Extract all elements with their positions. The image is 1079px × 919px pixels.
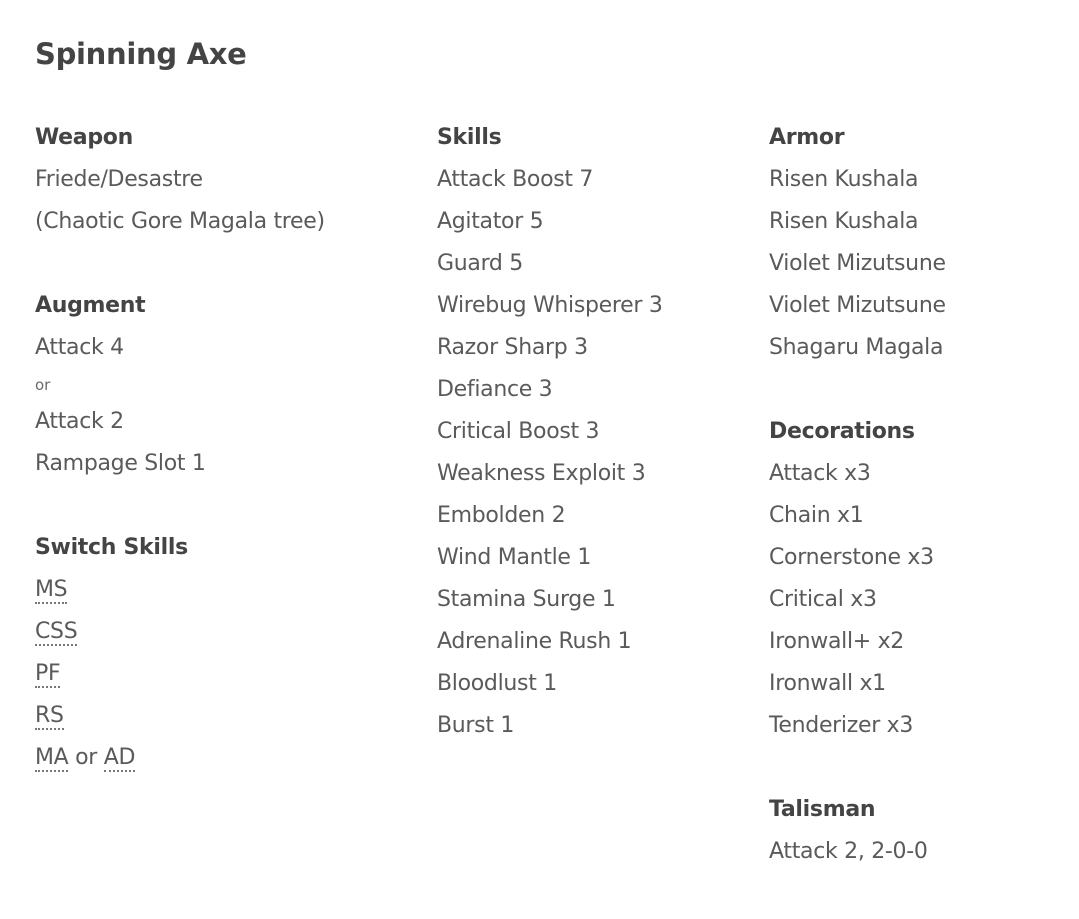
weapon-heading: Weapon <box>35 125 133 150</box>
armor-item: Violet Mizutsune <box>769 293 946 318</box>
switch-skill-item <box>35 737 415 779</box>
switch-skill-abbr-rs[interactable]: RS <box>35 703 64 728</box>
switch-skill-abbr-ma[interactable]: MA <box>35 745 69 770</box>
augment-or-text: or <box>35 376 51 394</box>
augment-heading: Augment <box>35 293 146 318</box>
skill-item: Guard 5 <box>437 251 523 276</box>
decoration-item: Attack x3 <box>769 461 871 486</box>
armor-item: Risen Kushala <box>769 209 919 234</box>
spacer <box>35 243 415 285</box>
weapon-tree: (Chaotic Gore Magala tree) <box>35 209 325 234</box>
skill-item: Weakness Exploit 3 <box>437 461 646 486</box>
decorations-heading: Decorations <box>769 419 915 444</box>
augment-option-2: Attack 2 <box>35 409 124 434</box>
decoration-item: Tenderizer x3 <box>769 713 914 738</box>
switch-skills-heading: Switch Skills <box>35 535 188 560</box>
switch-skill-abbr-pf[interactable]: PF <box>35 661 61 686</box>
skill-item: Attack Boost 7 <box>437 167 594 192</box>
skill-item: Agitator 5 <box>437 209 544 234</box>
spacer <box>769 747 1069 789</box>
armor-item: Violet Mizutsune <box>769 251 946 276</box>
skill-item: Defiance 3 <box>437 377 553 402</box>
switch-skill-or-text: or <box>68 745 104 770</box>
talisman-value: Attack 2, 2-0-0 <box>769 839 928 864</box>
spacer <box>35 485 415 527</box>
page-title: Spinning Axe <box>35 37 247 71</box>
skill-item: Wirebug Whisperer 3 <box>437 293 663 318</box>
armor-item: Risen Kushala <box>769 167 919 192</box>
switch-skill-abbr-ad[interactable]: AD <box>103 745 136 770</box>
weapon-name: Friede/Desastre <box>35 167 203 192</box>
decoration-item: Critical x3 <box>769 587 877 612</box>
augment-option-1: Attack 4 <box>35 335 124 360</box>
skill-item: Wind Mantle 1 <box>437 545 592 570</box>
decoration-item: Chain x1 <box>769 503 864 528</box>
switch-skill-item <box>35 569 415 611</box>
skills-heading: Skills <box>437 125 502 150</box>
skill-item: Razor Sharp 3 <box>437 335 588 360</box>
column-weapon <box>35 117 415 779</box>
column-armor <box>769 117 1069 873</box>
skill-item: Bloodlust 1 <box>437 671 557 696</box>
column-skills <box>437 117 757 747</box>
skill-item: Embolden 2 <box>437 503 566 528</box>
armor-item: Shagaru Magala <box>769 335 944 360</box>
decoration-item: Ironwall+ x2 <box>769 629 904 654</box>
augment-rampage-slot: Rampage Slot 1 <box>35 451 206 476</box>
switch-skill-abbr-ms[interactable]: MS <box>35 577 68 602</box>
skill-item: Adrenaline Rush 1 <box>437 629 632 654</box>
armor-heading: Armor <box>769 125 845 150</box>
decoration-item: Cornerstone x3 <box>769 545 934 570</box>
spacer <box>769 369 1069 411</box>
switch-skill-item <box>35 695 415 737</box>
skill-item: Burst 1 <box>437 713 515 738</box>
talisman-heading: Talisman <box>769 797 876 822</box>
switch-skill-item <box>35 653 415 695</box>
skill-item: Stamina Surge 1 <box>437 587 616 612</box>
switch-skill-abbr-css[interactable]: CSS <box>35 619 78 644</box>
decoration-item: Ironwall x1 <box>769 671 886 696</box>
switch-skill-item <box>35 611 415 653</box>
skill-item: Critical Boost 3 <box>437 419 600 444</box>
